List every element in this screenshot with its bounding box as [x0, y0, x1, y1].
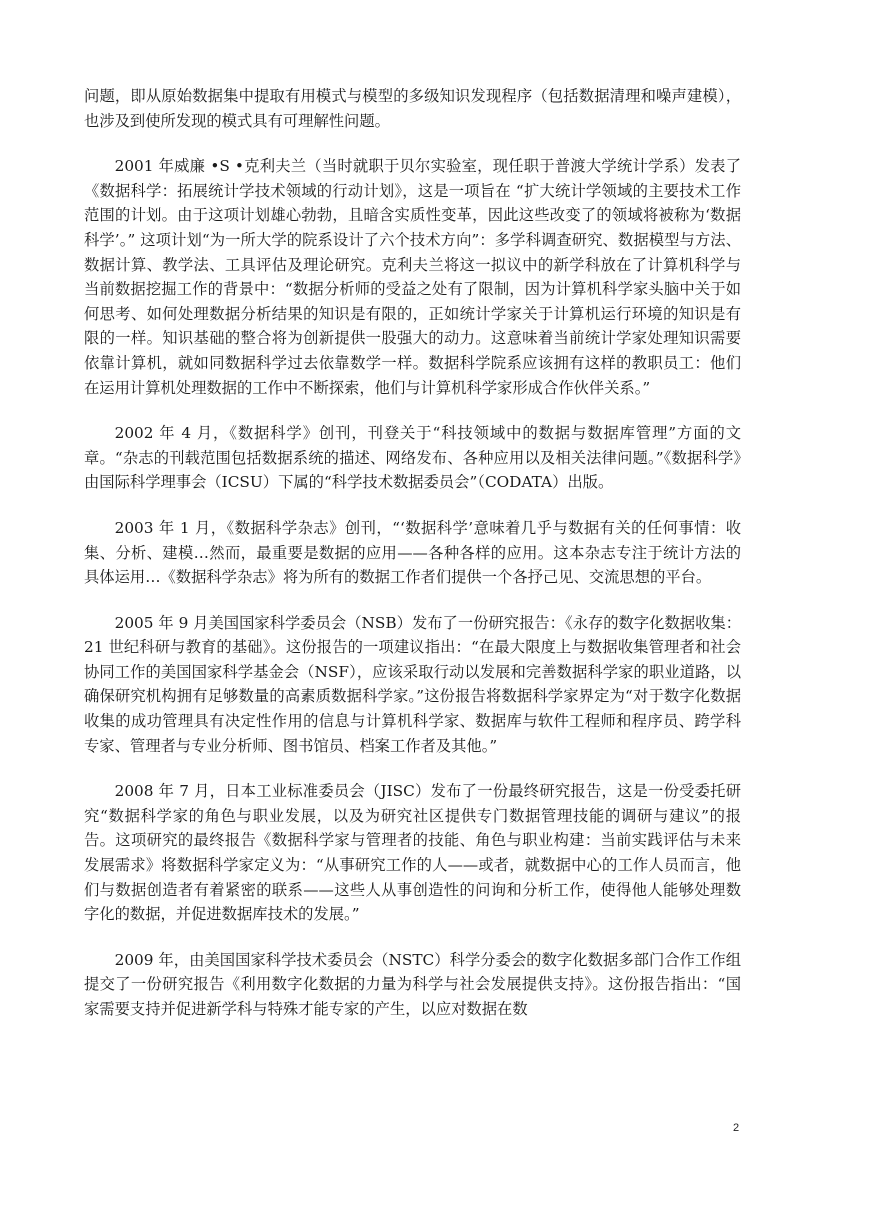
- page-number: 2: [733, 1122, 740, 1134]
- paragraph-2003-journal-of-data-science: 2003 年 1 月，《数据科学杂志》创刊，“‘数据科学’意味着几乎与数据有关的任何事情：收集、分析、建模…然而，最重要是数据的应用——各种各样的应用。这本杂志专注于统计方法的具体运用…《数据科学杂志》将为所有的数据工作者们提供一个各抒己见、交流思想的平台。: [84, 518, 741, 587]
- paragraph-2009-nstc-report: 2009 年，由美国国家科学技术委员会（NSTC）科学分委会的数字化数据多部门合作工作组提交了一份研究报告《利用数字化数据的力量为科学与社会发展提供支持》。这份报告指出：“国家需要支持并促进新学科与特殊才能专家的产生，以应对数据在数: [84, 950, 741, 1018]
- paragraph-continuation: 问题，即从原始数据集中提取有用模式与模型的多级知识发现程序（包括数据清理和噪声建模），也涉及到使所发现的模式具有可理解性问题。: [84, 87, 741, 130]
- paragraph-2002-data-science-journal: 2002 年 4 月，《数据科学》创刊，刊登关于“科技领域中的数据与数据库管理”方面的文章。“杂志的刊载范围包括数据系统的描述、网络发布、各种应用以及相关法律问题。”《数据科学》由国际科学理事会（ICSU）下属的“科学技术数据委员会”（CODATA）出版。: [84, 424, 741, 492]
- paragraph-2005-nsb-report: 2005 年 9 月美国国家科学委员会（NSB）发布了一份研究报告：《永存的数字化数据收集：21 世纪科研与教育的基础》。这份报告的一项建议指出：“在最大限度上与数据收集管理者和社会协同工作的美国国家科学基金会（NSF），应该采取行动以发展和完善数据科学家的职业道路，以确保研究机构拥有足够数量的高素质数据科学家。”这份报告将数据科学家界定为“对于数字化数据收集的成功管理具有决定性作用的信息与计算机科学家、数据库与软件工程师和程序员、跨学科专家、管理者与专业分析师、图书馆员、档案工作者及其他。”: [84, 613, 741, 755]
- paragraph-2008-jisc-report: 2008 年 7 月，日本工业标准委员会（JISC）发布了一份最终研究报告，这是一份受委托研究“数据科学家的角色与职业发展，以及为研究社区提供专门数据管理技能的调研与建议”的报告。这项研究的最终报告《数据科学家与管理者的技能、角色与职业构建：当前实践评估与未来发展需求》将数据科学家定义为：“从事研究工作的人——或者，就数据中心的工作人员而言，他们与数据创造者有着紧密的联系——这些人从事创造性的问询和分析工作，使得他人能够处理数字化的数据，并促进数据库技术的发展。”: [84, 782, 741, 924]
- paragraph-2001-cleveland: 2001 年威廉 •S •克利夫兰（当时就职于贝尔实验室，现任职于普渡大学统计学系）发表了《数据科学：拓展统计学技术领域的行动计划》，这是一项旨在 “扩大统计学领域的主要技术工作范围的计划。由于这项计划雄心勃勃，且暗含实质性变革，因此这些改变了的领域将被称为‘数据科学’。” 这项计划“为一所大学的院系设计了六个技术方向”：多学科调查研究、数据模型与方法、数据计算、教学法、工具评估及理论研究。克利夫兰将这一拟议中的新学科放在了计算机科学与当前数据挖掘工作的背景中：“数据分析师的受益之处有了限制，因为计算机科学家头脑中关于如何思考、如何处理数据分析结果的知识是有限的，正如统计学家关于计算机运行环境的知识是有限的一样。知识基础的整合将为创新提供一股强大的动力。这意味着当前统计学家处理知识需要依靠计算机，就如同数据科学过去依靠数学一样。数据科学院系应该拥有这样的教职员工：他们在运用计算机处理数据的工作中不断探索，他们与计算机科学家形成合作伙伴关系。”: [84, 157, 741, 397]
- document-body: [84, 84, 741, 1043]
